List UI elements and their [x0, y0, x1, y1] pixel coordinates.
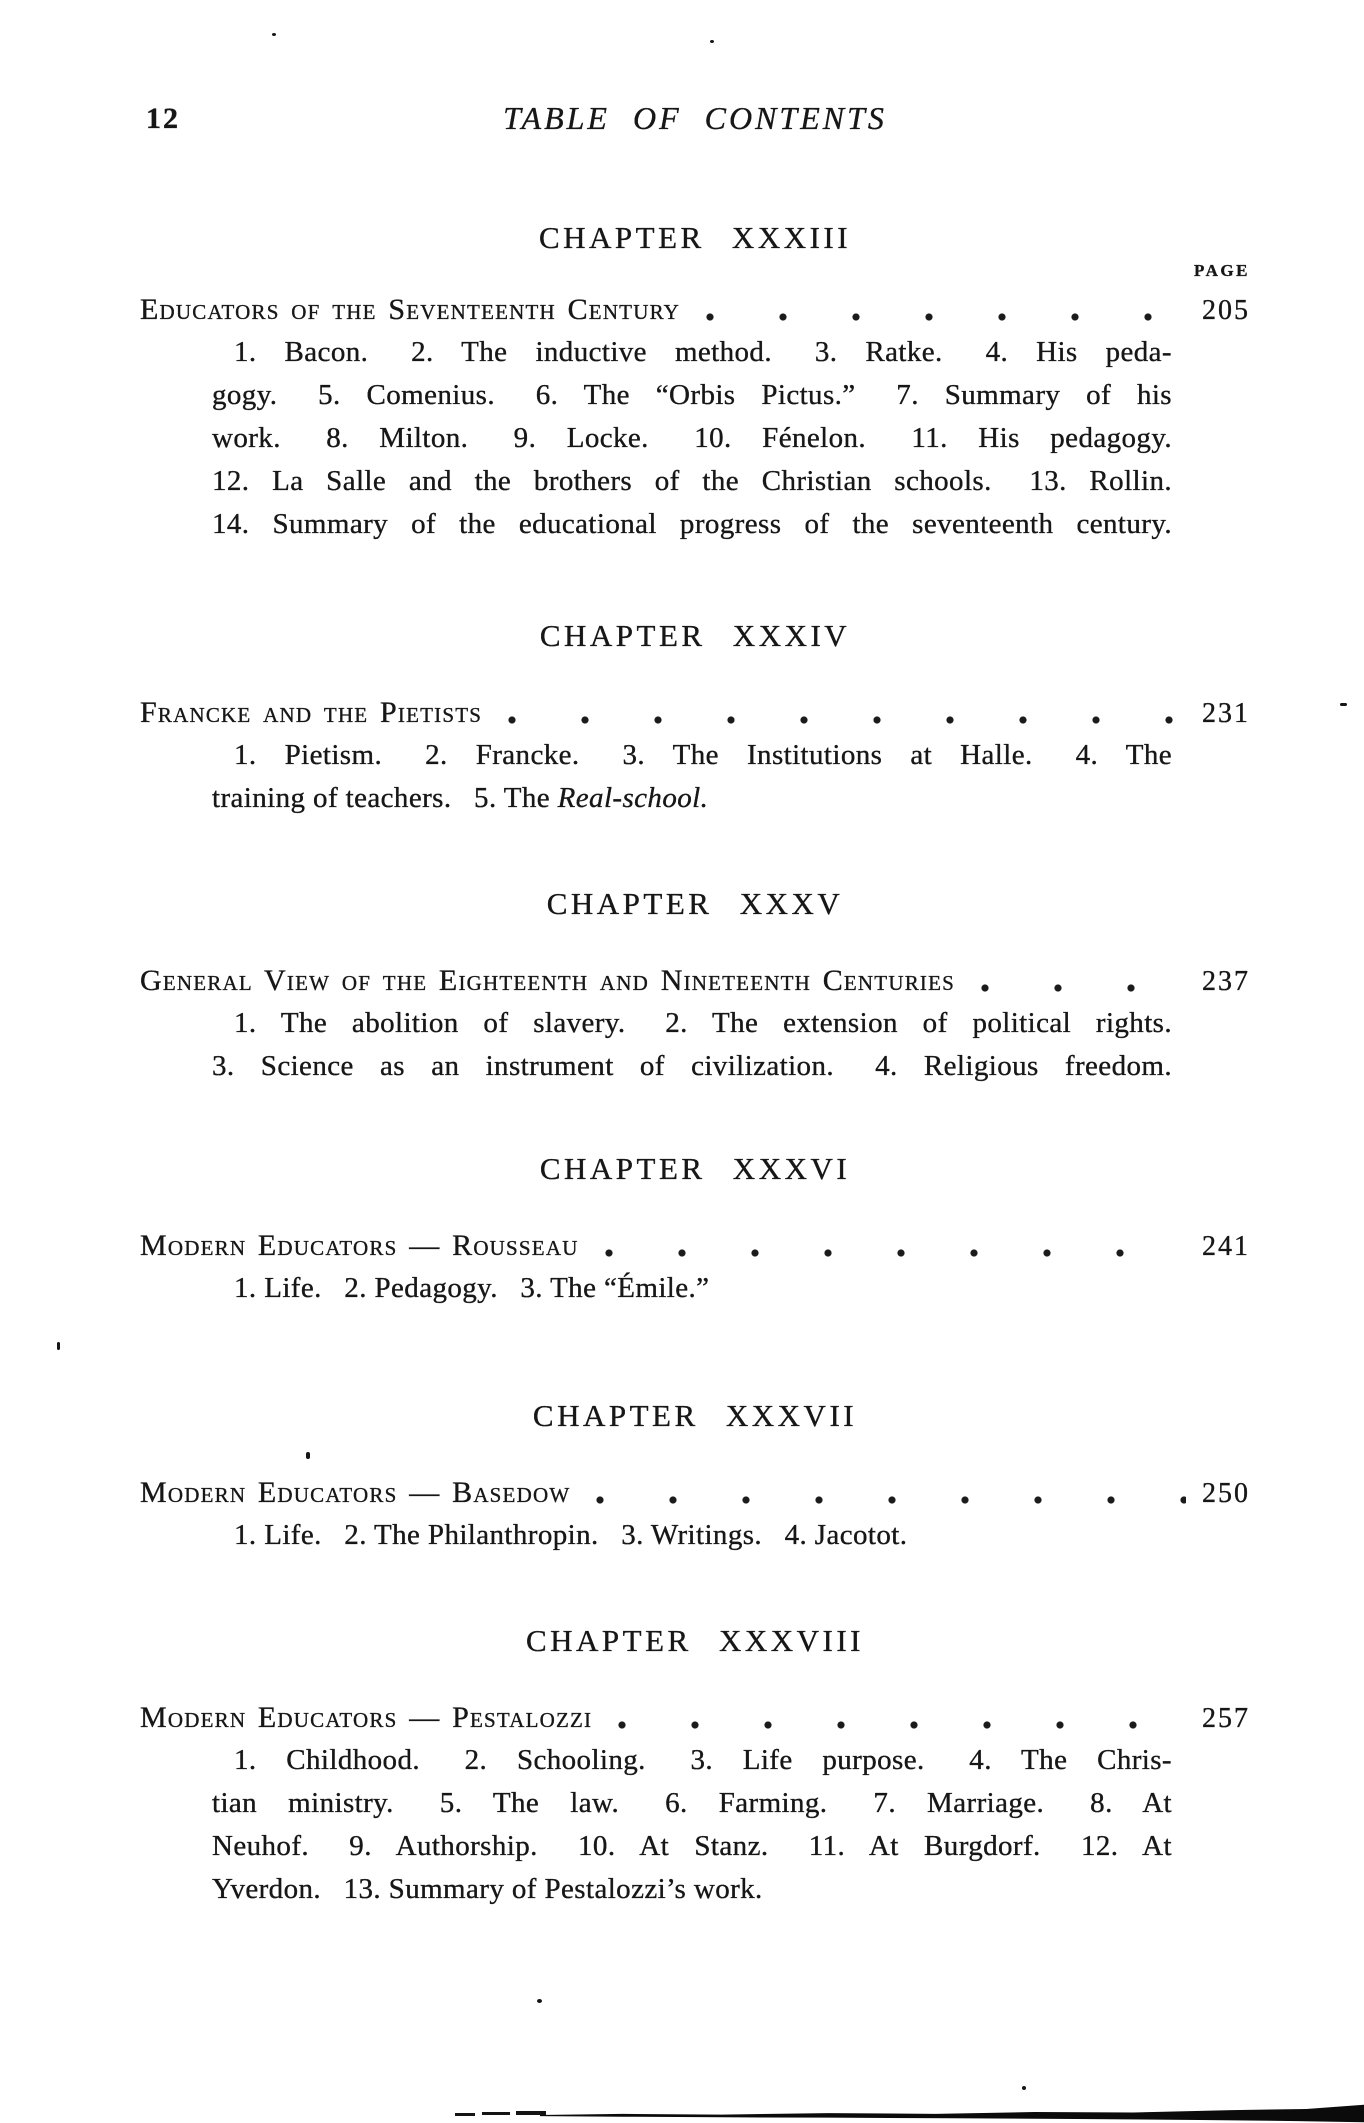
scan-speck — [272, 33, 276, 36]
topic-line: 1. Life. 2. The Philanthropin. 3. Writings. 4. Jacotot. — [234, 1519, 908, 1551]
chapter-section — [140, 619, 1250, 820]
chapter-section — [140, 1399, 1250, 1557]
dot-leader — [508, 715, 1186, 725]
chapter-heading: CHAPTER XXXV — [546, 886, 844, 921]
dot-leader — [605, 1248, 1186, 1258]
toc-entry — [140, 1227, 1250, 1265]
scan-artifact-bar — [540, 2104, 1364, 2123]
scan-speck — [537, 1999, 542, 2003]
toc-entry-page-number: 241 — [1202, 1231, 1250, 1262]
dot-leader — [706, 312, 1186, 322]
scan-artifact-dash — [516, 2111, 546, 2115]
chapter-heading: CHAPTER XXXIII — [538, 220, 852, 255]
scan-speck — [710, 40, 714, 43]
toc-entry-page-number: 250 — [1202, 1478, 1250, 1509]
chapter-section — [140, 1624, 1250, 1911]
chapter-section — [140, 887, 1250, 1088]
scan-speck — [57, 1342, 60, 1350]
page-content — [140, 0, 1250, 1911]
toc-entry-page-number: 231 — [1202, 698, 1250, 729]
topic-line: 1. Childhood. 2. Schooling. 3. Life purpose. 4. The Chris- — [234, 1744, 1172, 1776]
toc-entry — [140, 962, 1250, 1000]
topic-line: 1. The abolition of slavery. 2. The extension of political rights. — [234, 1007, 1172, 1039]
chapter-topics — [212, 734, 1172, 820]
toc-entry-page-number: 205 — [1202, 295, 1250, 326]
chapter-heading: CHAPTER XXXVII — [532, 1398, 858, 1433]
chapter-section — [140, 221, 1250, 546]
chapter-section — [140, 1152, 1250, 1310]
dot-leader — [981, 983, 1186, 993]
running-title: TABLE OF CONTENTS — [503, 100, 887, 136]
toc-entry — [140, 694, 1250, 732]
toc-entry — [140, 1474, 1250, 1512]
chapter-heading: CHAPTER XXXVIII — [525, 1623, 864, 1658]
toc-entry-title: Modern Educators — Basedow — [140, 1476, 571, 1509]
table-of-contents — [140, 221, 1250, 1911]
chapter-heading: CHAPTER XXXIV — [539, 618, 851, 653]
topic-line: 1. Bacon. 2. The inductive method. 3. Ratke. 4. His peda- — [234, 336, 1172, 368]
topic-line: 12. La Salle and the brothers of the Christian schools. 13. Rollin. — [212, 465, 1172, 497]
running-header — [140, 100, 1250, 136]
scan-speck — [1340, 703, 1347, 706]
toc-entry-title: Modern Educators — Rousseau — [140, 1229, 579, 1262]
topic-line: work. 8. Milton. 9. Locke. 10. Fénelon. 11. His pedagogy. — [212, 422, 1172, 454]
toc-entry-title: Modern Educators — Pestalozzi — [140, 1701, 593, 1734]
scan-speck — [306, 1452, 310, 1459]
chapter-topics — [212, 1267, 1172, 1310]
topic-line: 1. Life. 2. Pedagogy. 3. The “Émile.” — [234, 1272, 710, 1304]
topic-line: 14. Summary of the educational progress of the seventeenth century. — [212, 508, 1172, 540]
topic-line: Yverdon. 13. Summary of Pestalozzi’s work. — [212, 1873, 763, 1905]
topic-line: 3. Science as an instrument of civilization. 4. Religious freedom. — [212, 1050, 1172, 1082]
chapter-heading: CHAPTER XXXVI — [539, 1151, 851, 1186]
topic-line: tian ministry. 5. The law. 6. Farming. 7. Marriage. 8. At — [212, 1787, 1172, 1819]
toc-entry — [140, 291, 1250, 329]
toc-entry-page-number: 257 — [1202, 1703, 1250, 1734]
dot-leader — [596, 1495, 1186, 1505]
scan-speck — [1022, 2086, 1026, 2090]
topic-line: Neuhof. 9. Authorship. 10. At Stanz. 11. At Burgdorf. 12. At — [212, 1830, 1172, 1862]
toc-entry-page-number: 237 — [1202, 966, 1250, 997]
toc-entry-title: General View of the Eighteenth and Nineteenth Centuries — [140, 964, 955, 997]
scan-artifact-dash — [455, 2113, 475, 2116]
page-column-label: PAGE — [1194, 261, 1250, 280]
scan-artifact-dash — [482, 2112, 510, 2115]
chapter-topics — [212, 1514, 1172, 1557]
chapter-topics — [212, 1739, 1172, 1911]
page-number: 12 — [146, 102, 180, 135]
chapter-topics — [212, 331, 1172, 546]
topic-line: 1. Pietism. 2. Francke. 3. The Institutions at Halle. 4. The — [234, 739, 1172, 771]
dot-leader — [618, 1720, 1186, 1730]
topic-line: gogy. 5. Comenius. 6. The “Orbis Pictus.” 7. Summary of his — [212, 379, 1172, 411]
topic-line: training of teachers. 5. The Real-school. — [212, 782, 709, 814]
toc-entry — [140, 1699, 1250, 1737]
chapter-topics — [212, 1002, 1172, 1088]
toc-entry-title: Francke and the Pietists — [140, 696, 483, 729]
toc-entry-title: Educators of the Seventeenth Century — [140, 293, 680, 326]
